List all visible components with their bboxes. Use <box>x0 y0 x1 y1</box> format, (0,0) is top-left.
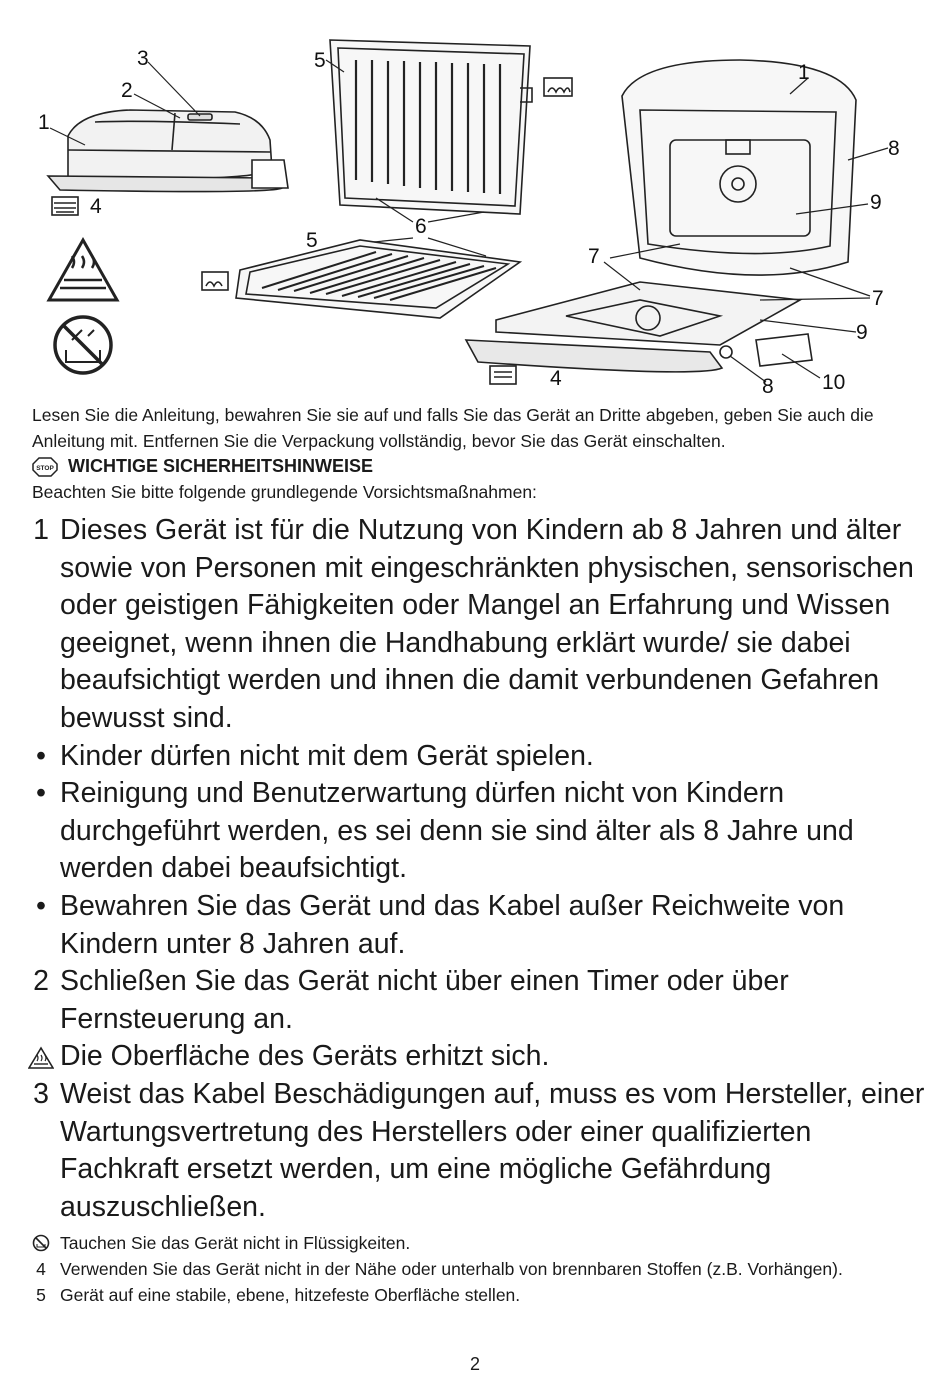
upper-grill-plate-drawing <box>330 40 532 214</box>
figure-callout: 9 <box>856 321 868 344</box>
stop-icon-text: STOP <box>36 464 54 472</box>
item-text: Die Oberfläche des Geräts erhitzt sich. <box>60 1040 550 1073</box>
item-number: 2 <box>33 965 49 998</box>
list-item <box>26 963 926 1038</box>
figure-callout: 8 <box>888 137 900 160</box>
lower-grill-plate-drawing <box>236 240 520 318</box>
list-item <box>26 1230 926 1256</box>
item-text: Dieses Gerät ist für die Nutzung von Kindern ab 8 Jahren und älter sowie von Personen mit eingeschränkten physischen, sensorischen oder geistigen Fähigkeiten oder Mangel an Erfahrung und Wissen geeignet, wenn ihnen die Handhabung erklärt wurde/ sie dabei beaufsichtigt werden und ihnen die damit verbundenen Gefahren bewusst sind. <box>60 514 914 734</box>
no-immersion-icon <box>26 1230 56 1256</box>
bullet-marker: • <box>36 889 46 922</box>
figure-callout: 4 <box>90 195 102 218</box>
list-item <box>26 775 926 888</box>
figure-callout: 6 <box>415 215 427 238</box>
item-text: Reinigung und Benutzerwartung dürfen nicht von Kindern durchgeführt werden, es sei denn sie sind älter als 8 Jahre und werden dabei beaufsichtigt. <box>60 777 854 885</box>
list-item <box>26 1076 926 1226</box>
list-item <box>26 738 926 776</box>
figure-callout: 4 <box>550 367 562 390</box>
item-number: 1 <box>33 514 49 546</box>
stop-icon <box>32 457 58 477</box>
page-number: 2 <box>469 1354 480 1374</box>
bullet-marker: • <box>36 777 46 810</box>
safety-heading-text: WICHTIGE SICHERHEITSHINWEISE <box>68 456 374 476</box>
figure-callout: 10 <box>822 371 846 394</box>
item-number: 3 <box>33 1077 49 1110</box>
figure-callout: 9 <box>870 191 882 214</box>
list-item <box>26 888 926 963</box>
item-text: Tauchen Sie das Gerät nicht in Flüssigkeiten. <box>60 1233 411 1253</box>
safety-instructions-list <box>26 512 926 1226</box>
intro-paragraph: Lesen Sie die Anleitung, bewahren Sie sie auf und falls Sie das Gerät an Dritte abgeben, geben Sie auch die Anleitung mit. Entfernen Sie die Verpackung vollständig, bevor Sie das Gerät einschalten. <box>32 405 874 451</box>
item-number: 5 <box>36 1285 46 1305</box>
list-item <box>26 1256 926 1282</box>
figure-callout: 3 <box>137 47 149 70</box>
figure-callout: 7 <box>588 245 600 268</box>
item-text: Gerät auf eine stabile, ebene, hitzefeste Oberfläche stellen. <box>60 1285 521 1305</box>
item-text: Kinder dürfen nicht mit dem Gerät spielen. <box>60 739 594 772</box>
item-text: Bewahren Sie das Gerät und das Kabel außer Reichweite von Kindern unter 8 Jahren auf. <box>60 889 845 960</box>
figure-callout: 2 <box>121 79 133 102</box>
item-number: 4 <box>36 1259 46 1279</box>
figure-callout: 1 <box>38 111 50 134</box>
item-text: Schließen Sie das Gerät nicht über einen Timer oder über Fernsteuerung an. <box>60 965 789 1035</box>
closed-grill-drawing <box>48 110 288 192</box>
figure-callout: 5 <box>306 229 318 252</box>
bullet-marker: • <box>36 739 46 772</box>
no-immersion-icon <box>55 317 111 373</box>
hot-surface-icon <box>26 1038 56 1076</box>
figure-callout: 8 <box>762 375 774 398</box>
additional-instructions-list <box>26 1230 926 1308</box>
safety-heading <box>32 456 373 477</box>
precautions-intro: Beachten Sie bitte folgende grundlegende Vorsichtsmaßnahmen: <box>32 482 537 502</box>
figure-callout: 1 <box>798 61 810 84</box>
list-item <box>26 1282 926 1308</box>
figure-callout: 7 <box>872 287 884 310</box>
hot-surface-warning-icon <box>49 240 117 300</box>
item-text: Verwenden Sie das Gerät nicht in der Nähe oder unterhalb von brennbaren Stoffen (z.B. Vorhängen). <box>60 1259 843 1279</box>
list-item <box>26 1038 926 1076</box>
product-diagram <box>0 0 950 400</box>
list-item <box>26 512 926 738</box>
item-text: Weist das Kabel Beschädigungen auf, muss es vom Hersteller, einer Wartungsvertretung des Herstellers oder einer qualifizierten Fachkraft ersetzt werden, um eine mögliche Gefährdung auszuschließen. <box>60 1077 925 1223</box>
figure-callout: 5 <box>314 49 326 72</box>
